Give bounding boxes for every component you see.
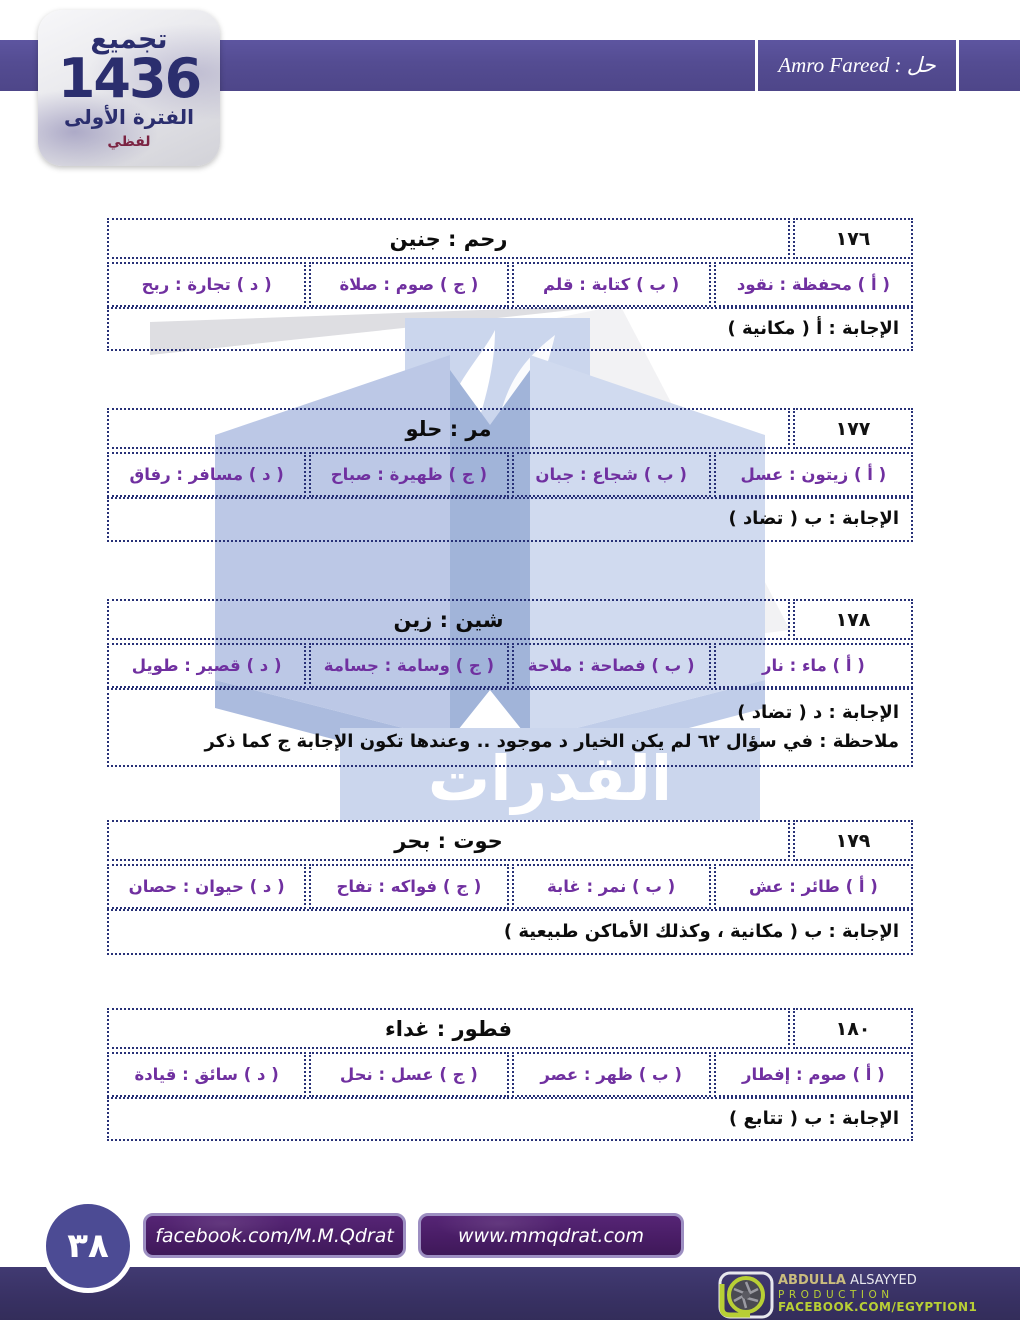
option-b: ( ب ) نمر : غابة (512, 864, 711, 909)
answer-cell (107, 1097, 913, 1141)
option-d: ( د ) قصير : طويل (107, 643, 306, 688)
answer-cell (107, 497, 913, 542)
answer-text: الإجابة : أ ( مكانية ) (727, 317, 899, 339)
logo-line-tajmee: تجميع (90, 24, 168, 56)
answer-cell (107, 307, 913, 351)
answer-note: ملاحظة : في سؤال ٦٢ لم يكن الخيار د موجود .. وعندها تكون الإجابة ج كما ذكر (204, 730, 899, 752)
watermark-text: القدرات (427, 742, 673, 815)
producer-last-name: ALSAYYED (850, 1273, 917, 1289)
production-label: PRODUCTION (778, 1289, 894, 1302)
solver-credit: Amro Fareed : حل (778, 53, 936, 77)
banner-separator-left (755, 40, 758, 91)
question-block-176 (107, 218, 913, 351)
question-block-180 (107, 1008, 913, 1141)
question-text: شين : زين (107, 599, 790, 640)
option-d: ( د ) حيوان : حصان (107, 864, 306, 909)
production-facebook: FACEBOOK.COM/EGYPTION1 (778, 1300, 978, 1315)
website-link-button[interactable] (418, 1213, 684, 1258)
logo-line-year: 1436 (57, 47, 201, 111)
question-text: مر : حلو (107, 408, 790, 449)
facebook-link-label: facebook.com/M.M.Qdrat (155, 1224, 394, 1247)
website-link-label: www.mmqdrat.com (457, 1224, 645, 1247)
question-number: ١٧٦ (793, 218, 913, 259)
option-c: ( ج ) فواكه : تفاح (309, 864, 508, 909)
answer-text: الإجابة : ب ( تضاد ) (728, 508, 899, 530)
option-c: ( ج ) صوم : صلاة (309, 262, 508, 307)
question-number: ١٨٠ (793, 1008, 913, 1049)
question-block-177 (107, 408, 913, 542)
option-a: ( أ ) محفظة : نقود (714, 262, 913, 307)
facebook-link-button[interactable] (143, 1213, 406, 1258)
option-b: ( ب ) كتابة : قلم (512, 262, 711, 307)
logo-line-lafzi: لفظي (107, 133, 151, 150)
question-text: حوت : بحر (107, 820, 790, 861)
option-b: ( ب ) فصاحة : ملاحة (512, 643, 711, 688)
option-a: ( أ ) طائر : عش (714, 864, 913, 909)
option-b: ( ب ) شجاع : جبان (512, 452, 711, 497)
option-a: ( أ ) زيتون : عسل (714, 452, 913, 497)
question-number: ١٧٨ (793, 599, 913, 640)
option-c: ( ج ) ظهيرة : صباح (309, 452, 508, 497)
page-number-badge (41, 1199, 135, 1293)
option-a: ( أ ) صوم : إفطار (714, 1052, 913, 1097)
production-credit (716, 1269, 1016, 1320)
question-text: رحم : جنين (107, 218, 790, 259)
question-block-178 (107, 599, 913, 767)
option-c: ( ج ) وسامة : جسامة (309, 643, 508, 688)
producer-first-name: ABDULLA (778, 1273, 846, 1289)
option-b: ( ب ) ظهر : عصر (512, 1052, 711, 1097)
banner-separator-right (956, 40, 959, 91)
option-c: ( ج ) عسل : نحل (309, 1052, 508, 1097)
question-number: ١٧٩ (793, 820, 913, 861)
answer-text: الإجابة : ب ( تتابع ) (729, 1107, 899, 1129)
question-text: فطور : غداء (107, 1008, 790, 1049)
logo-line-period: الفترة الأولى (63, 104, 195, 129)
tajmee-1436-logo (38, 10, 220, 166)
option-d: ( د ) تجارة : ربح (107, 262, 306, 307)
answer-text: الإجابة : د ( تضاد ) (737, 701, 899, 723)
answer-text: الإجابة : ب ( مكانية ، وكذلك الأماكن طبيعية ) (503, 920, 899, 942)
option-d: ( د ) سائق : قيادة (107, 1052, 306, 1097)
question-number: ١٧٧ (793, 408, 913, 449)
answer-cell (107, 909, 913, 955)
option-d: ( د ) مسافر : رفاق (107, 452, 306, 497)
question-block-179 (107, 820, 913, 955)
option-a: ( أ ) ماء : نار (714, 643, 913, 688)
camera-aperture-icon (716, 1270, 778, 1320)
answer-cell (107, 688, 913, 767)
page-number: ٣٨ (67, 1226, 109, 1266)
